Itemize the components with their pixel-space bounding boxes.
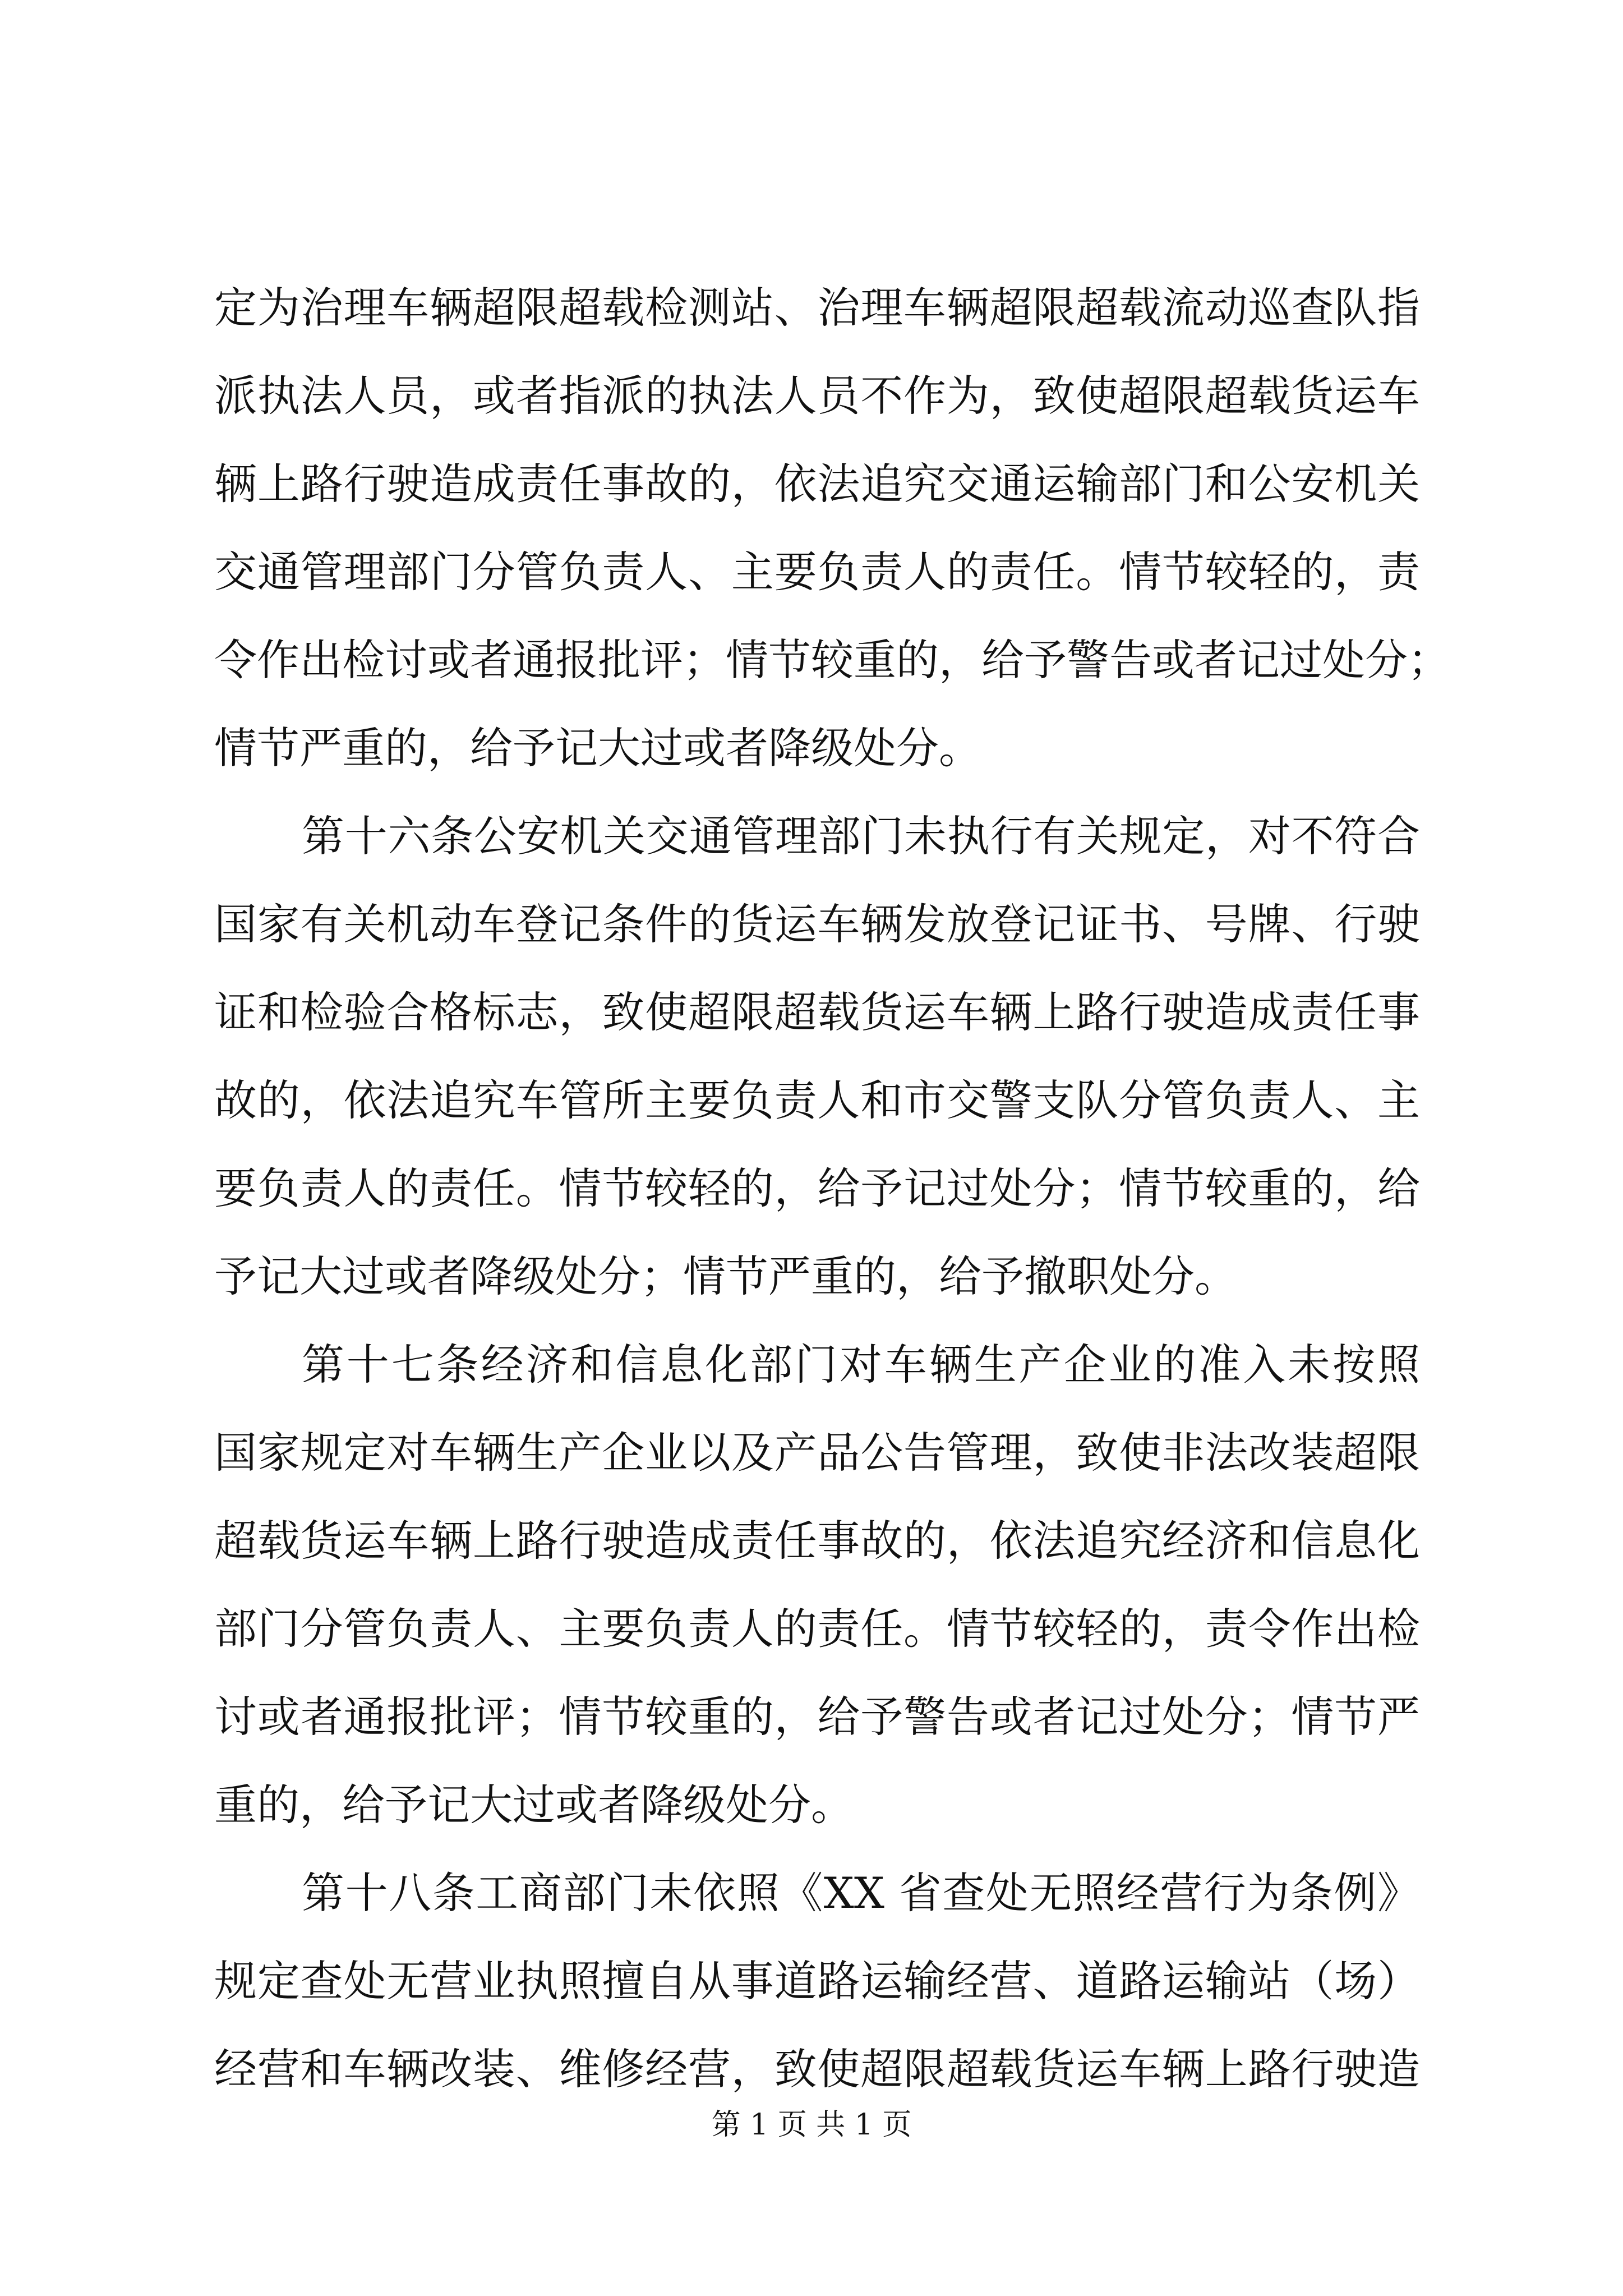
text-line: 定为治理车辆超限超载检测站、治理车辆超限超载流动巡查队指: [214, 283, 1420, 333]
text-line: 予记大过或者降级处分；情节严重的，给予撤职处分。: [214, 1251, 1237, 1301]
paragraph-continuation: [214, 264, 1450, 792]
text-line: 部门分管负责人、主要负责人的责任。情节较轻的，责令作出检: [214, 1604, 1420, 1654]
text-line: 情节严重的，给予记大过或者降级处分。: [214, 723, 981, 773]
text-line: 第十六条公安机关交通管理部门未执行有关规定，对不符合: [302, 811, 1420, 861]
text-line: 交通管理部门分管负责人、主要负责人的责任。情节较轻的，责: [214, 547, 1420, 597]
text-line: 故的，依法追究车管所主要负责人和市交警支队分管负责人、主: [214, 1075, 1420, 1125]
text-line: 要负责人的责任。情节较轻的，给予记过处分；情节较重的，给: [214, 1163, 1420, 1213]
paragraph-article-18: [214, 1849, 1420, 2113]
page-number-footer: 第 1 页 共 1 页: [711, 2108, 912, 2142]
text-line: 第十七条经济和信息化部门对车辆生产企业的准入未按照: [302, 1340, 1420, 1389]
text-line: 国家有关机动车登记条件的货运车辆发放登记证书、号牌、行驶: [214, 899, 1420, 949]
text-line: 讨或者通报批评；情节较重的，给予警告或者记过处分；情节严: [214, 1692, 1420, 1742]
text-line: 令作出检讨或者通报批评；情节较重的，给予警告或者记过处分；: [214, 635, 1450, 685]
document-body: [214, 264, 1450, 2113]
text-line: 国家规定对车辆生产企业以及产品公告管理，致使非法改装超限: [214, 1428, 1420, 1478]
text-line: 经营和车辆改装、维修经营，致使超限超载货运车辆上路行驶造: [214, 2044, 1420, 2094]
paragraph-article-16: [214, 792, 1420, 1320]
text-line: 辆上路行驶造成责任事故的，依法追究交通运输部门和公安机关: [214, 459, 1420, 509]
text-line: 派执法人员，或者指派的执法人员不作为，致使超限超载货运车: [214, 371, 1420, 421]
text-line: 重的，给予记大过或者降级处分。: [214, 1780, 854, 1830]
text-line: 第十八条工商部门未依照《XX 省查处无照经营行为条例》: [302, 1868, 1420, 1918]
text-line: 规定查处无营业执照擅自从事道路运输经营、道路运输站（场）: [214, 1956, 1420, 2006]
text-line: 超载货运车辆上路行驶造成责任事故的，依法追究经济和信息化: [214, 1516, 1420, 1566]
text-line: 证和检验合格标志，致使超限超载货运车辆上路行驶造成责任事: [214, 987, 1420, 1037]
paragraph-article-17: [214, 1320, 1420, 1849]
